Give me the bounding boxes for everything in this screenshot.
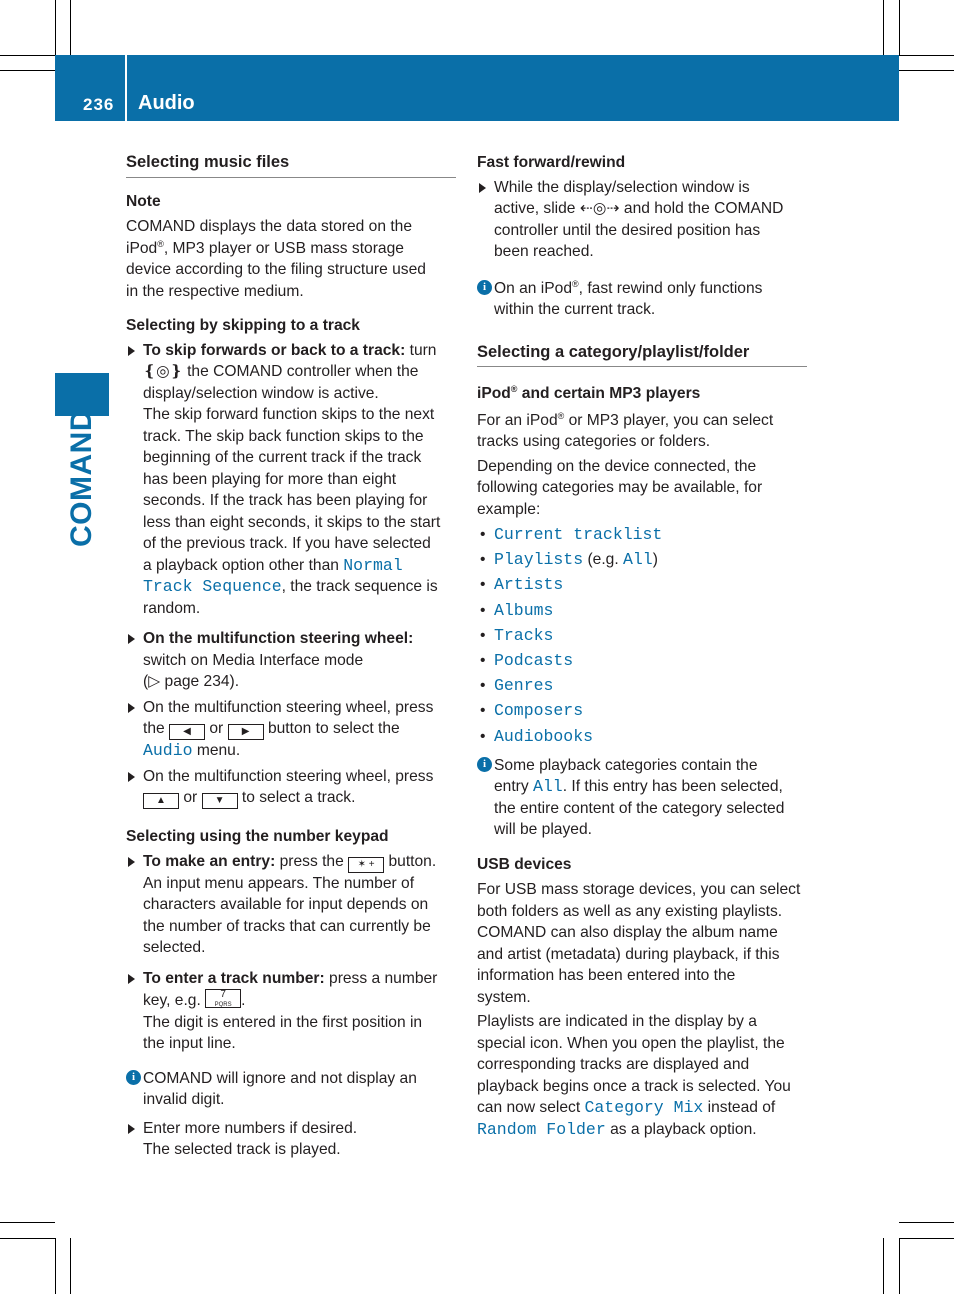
paragraph: Random Folder as a playback option.	[477, 1119, 757, 1139]
crop-mark	[899, 0, 900, 55]
crop-mark	[883, 1238, 884, 1294]
option-track-sequence: Track Sequence	[143, 577, 282, 596]
note-line: iPod®, MP3 player or USB mass storage	[126, 238, 404, 257]
step-arrow-icon	[128, 346, 135, 356]
step-arrow-icon	[128, 974, 135, 984]
note-line: device according to the filing structure used	[126, 261, 426, 278]
page-number: 236	[83, 95, 115, 114]
step-arrow-icon	[128, 1124, 135, 1134]
step-arrow-icon	[128, 634, 135, 644]
paragraph: Playlists are indicated in the display by a	[477, 1013, 757, 1031]
paragraph: For USB mass storage devices, you can select	[477, 881, 801, 899]
paragraph: For an iPod® or MP3 player, you can select	[477, 410, 774, 429]
paragraph: information has been entered into the	[477, 967, 736, 985]
paragraph: COMAND can also display the album name	[477, 924, 778, 942]
controller-slide-icon: ⇠◎⇢	[579, 200, 620, 217]
down-arrow-key-icon: ▼	[202, 793, 238, 809]
star-key-icon: ✶ +	[348, 857, 384, 873]
list-item: • Playlists (e.g. All)	[480, 550, 658, 570]
step-press-up-down: On the multifunction steering wheel, press ▲ or ▼ to select a track.	[126, 766, 456, 810]
paragraph: system.	[477, 988, 531, 1006]
crop-mark	[55, 0, 56, 55]
paragraph: tracks using categories or folders.	[477, 433, 711, 450]
right-arrow-key-icon: ▶	[228, 724, 264, 740]
list-item: • Audiobooks	[480, 726, 594, 746]
step-enter-number: To enter a track number: press a number key, e.g. 7 PQRS . The digit is entered in the first position in the input line.	[126, 968, 456, 1055]
crop-mark	[70, 1238, 71, 1294]
list-item: • Composers	[480, 701, 584, 721]
paragraph: corresponding tracks are displayed and	[477, 1056, 750, 1074]
note-title: Note	[126, 192, 161, 210]
header-bar	[55, 55, 899, 121]
step-skip: To skip forwards or back to a track: turn ❴◎❵ the COMAND controller when the display/selection window is active. The skip forward function skips to the next track. The skip back function skips to the beginning of the current track if the track has been playing for more than eight seconds. If the track has been playing for less than eight seconds, it skips to the start of the previous track. If you have selected a playback option other than Normal Track Sequence, the track sequence is random.	[126, 340, 456, 620]
paragraph: playback begins once a track is selected. You	[477, 1077, 791, 1095]
left-arrow-key-icon: ◀	[169, 724, 205, 740]
paragraph: and artist (metadata) during playback, if this	[477, 945, 780, 963]
paragraph: can now select Category Mix instead of	[477, 1098, 776, 1118]
section-title: Audio	[138, 92, 195, 114]
crop-mark	[899, 1238, 954, 1239]
paragraph: both folders as well as any existing playlists.	[477, 902, 783, 920]
option-random-folder: Random Folder	[477, 1119, 606, 1139]
step-arrow-icon	[479, 183, 486, 193]
controller-turn-icon: ❴◎❵	[143, 363, 183, 380]
info-invalid-digit: i COMAND will ignore and not display an invalid digit.	[126, 1068, 456, 1111]
heading-selecting-music-files: Selecting music files	[126, 152, 456, 178]
up-arrow-key-icon: ▲	[143, 793, 179, 809]
paragraph: Depending on the device connected, the	[477, 457, 757, 475]
list-item: • Albums	[480, 600, 554, 620]
subheading-usb: USB devices	[477, 855, 572, 873]
note-line: in the respective medium.	[126, 282, 304, 300]
option-category-mix: Category Mix	[584, 1098, 704, 1118]
crop-mark	[883, 0, 884, 55]
paragraph: following categories may be available, for	[477, 479, 763, 496]
paragraph: special icon. When you open the playlist, the	[477, 1034, 785, 1052]
step-arrow-icon	[128, 772, 135, 782]
list-item: • Artists	[480, 575, 564, 595]
step-arrow-icon	[128, 857, 135, 867]
crop-mark	[899, 1238, 900, 1294]
info-ipod-rewind: i On an iPod®, fast rewind only functions within the current track.	[477, 278, 807, 321]
crop-mark	[55, 1238, 56, 1294]
list-item: • Podcasts	[480, 651, 574, 671]
header-divider	[125, 55, 127, 121]
option-normal: Normal	[343, 555, 403, 575]
subheading-ipod: iPod® and certain MP3 players	[477, 383, 701, 402]
note-line: COMAND displays the data stored on the	[126, 218, 413, 235]
number-seven-key-icon: 7 PQRS	[205, 989, 241, 1008]
step-more-numbers: Enter more numbers if desired. The selected track is played.	[126, 1118, 456, 1161]
right-column	[477, 152, 807, 1140]
list-item: • Current tracklist	[480, 525, 663, 544]
crop-mark	[0, 55, 55, 56]
crop-mark	[70, 0, 71, 55]
step-arrow-icon	[128, 703, 135, 713]
info-all-entry: i Some playback categories contain the entry All. If this entry has been selected, the entire content of the category selected will be played.	[477, 755, 807, 841]
list-item: • Genres	[480, 676, 554, 696]
step-make-entry: To make an entry: press the ✶ + button. An input menu appears. The number of characters available for input depends on the number of tracks that can currently be selected.	[126, 851, 456, 959]
crop-mark	[899, 55, 954, 56]
left-column	[126, 152, 456, 1161]
paragraph: example:	[477, 500, 541, 518]
list-item: • Tracks	[480, 625, 554, 645]
info-icon: i	[126, 1070, 141, 1085]
heading-category-playlist-folder: Selecting a category/playlist/folder	[477, 342, 807, 368]
subheading-fast-forward: Fast forward/rewind	[477, 154, 626, 171]
step-fast-forward: While the display/selection window is active, slide ⇠◎⇢ and hold the COMAND controller until the desired position has been reached.	[477, 177, 807, 263]
crop-mark	[0, 1222, 55, 1223]
crop-mark	[0, 1238, 55, 1239]
subheading-skip: Selecting by skipping to a track	[126, 317, 360, 334]
crop-mark	[899, 1222, 954, 1223]
step-press-left-right: On the multifunction steering wheel, press the ◀ or ▶ button to select the Audio menu.	[126, 697, 456, 762]
info-icon: i	[477, 280, 492, 295]
subheading-keypad: Selecting using the number keypad	[126, 828, 389, 845]
step-multifunction: On the multifunction steering wheel: switch on Media Interface mode (▷ page 234).	[126, 628, 456, 693]
crop-mark	[0, 70, 55, 71]
info-icon: i	[477, 757, 492, 772]
side-label: COMAND	[65, 409, 98, 547]
menu-audio: Audio	[143, 741, 193, 760]
crop-mark	[899, 70, 954, 71]
category-list	[477, 522, 807, 749]
